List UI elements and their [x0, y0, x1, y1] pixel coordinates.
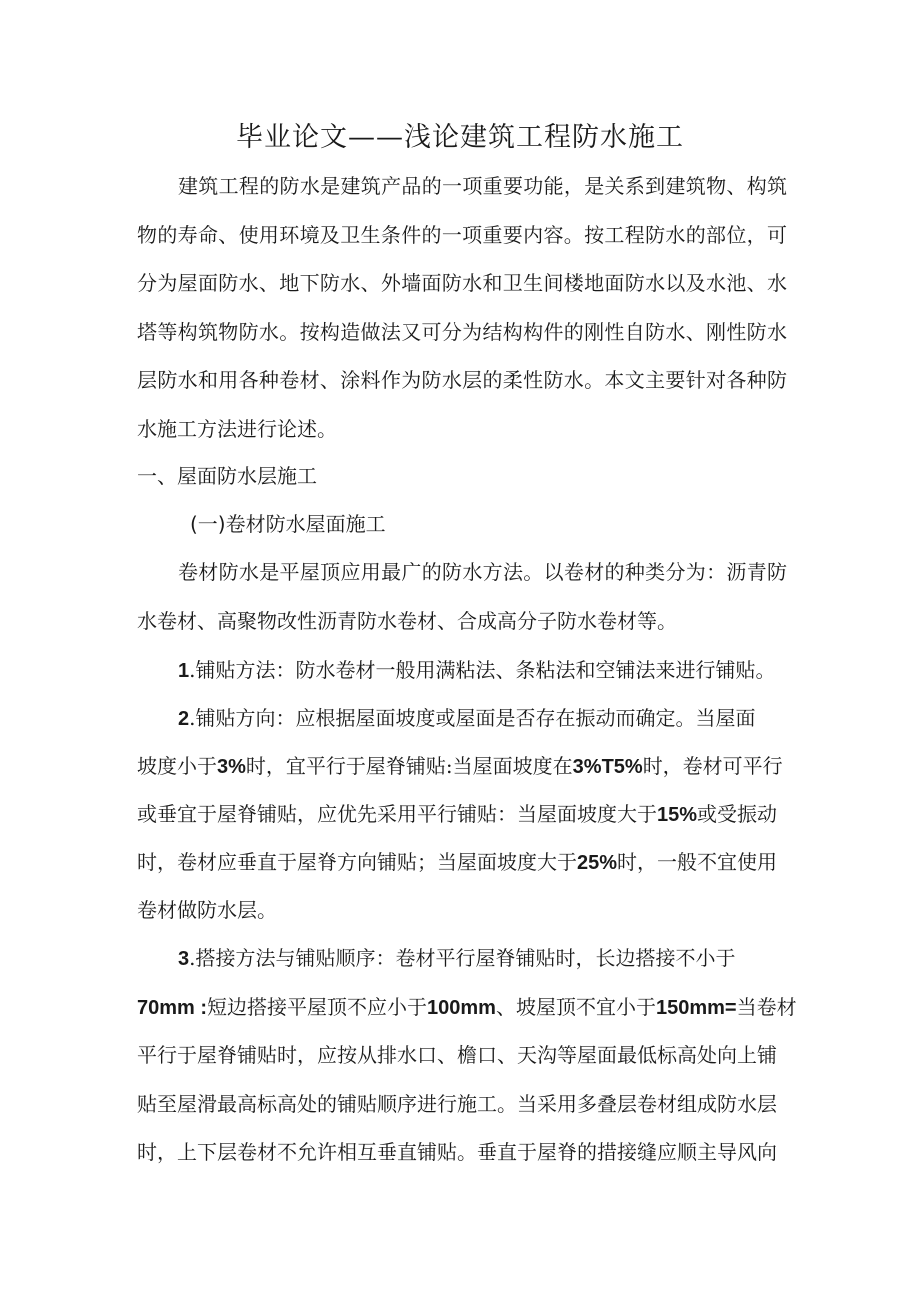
- value-run: 25%: [577, 852, 618, 874]
- item-text: .铺贴方向：应根据屋面坡度或屋面是否存在振动而确定。当屋面: [189, 706, 756, 730]
- text-line: 贴至屋滑最高标高处的铺贴顺序进行施工。当采用多叠层卷材组成防水层: [137, 1092, 777, 1116]
- value-run: 100mm: [427, 997, 496, 1019]
- text-run: 时，一般不宜使用: [617, 850, 778, 874]
- text-run: 或受振动: [697, 802, 778, 826]
- text-run: 时，宜平行于屋脊铺贴:当屋面坡度在: [245, 754, 573, 778]
- document-title: 毕业论文——浅论建筑工程防水施工: [236, 122, 684, 153]
- intro-paragraph: 建筑工程的防水是建筑产品的一项重要功能，是关系到建筑物、构筑物的寿命、使用环境及卫生条件的一项重要内容。按工程防水的部位，可分为屋面防水、地下防水、外墙面防水和卫生间楼地面防水以及水池、水塔等构筑物防水。按构造做法又可分为结构构件的刚性自防水、刚性防水层防水和用各种卷材、涂料作为防水层的柔性防水。本文主要针对各种防水施工方法进行论述。: [137, 174, 787, 441]
- text-line: [137, 983, 797, 1033]
- text-run: 坡度小于: [137, 754, 217, 778]
- text-run: 时，卷材应垂直于屋脊方向铺贴；当屋面坡度大于: [137, 850, 577, 874]
- text-line: 时，上下层卷材不允许相互垂直铺贴。垂直于屋脊的措接缝应顺主导风向: [137, 1140, 777, 1164]
- membrane-intro-paragraph: 卷材防水是平屋顶应用最广的防水方法。以卷材的种类分为：沥青防水卷材、高聚物改性沥青防水卷材、合成高分子防水卷材等。: [137, 560, 787, 633]
- text-run: 时，卷材可平行: [642, 754, 783, 778]
- subsection-heading-membrane-roof: (一)卷材防水屋面施工: [190, 512, 386, 536]
- text-line: [137, 790, 787, 840]
- item-number: 1: [178, 660, 190, 682]
- text-line: 平行于屋脊铺贴时，应按从排水口、檐口、天沟等屋面最低标高处向上铺: [137, 1043, 777, 1067]
- value-run: 3%T5%: [572, 756, 643, 778]
- text-run: 、坡屋顶不宜小于: [495, 995, 656, 1019]
- text-run: 当卷材: [736, 995, 797, 1019]
- value-run: 70mm :: [137, 997, 208, 1019]
- list-item-lap-and-sequence: [178, 934, 828, 984]
- item-number: 2: [178, 708, 190, 730]
- text-line: [137, 742, 787, 792]
- list-item-laying-direction: [178, 694, 828, 744]
- list-item-laying-method: [178, 646, 798, 696]
- value-run: 15%: [657, 804, 698, 826]
- text-run: 或垂宜于屋脊铺贴，应优先采用平行铺贴：当屋面坡度大于: [137, 802, 657, 826]
- section-heading-roof-waterproofing: 一、屋面防水层施工: [137, 464, 317, 488]
- item-number: 3: [178, 948, 190, 970]
- text-line: 卷材做防水层。: [137, 898, 277, 922]
- text-line: [137, 838, 787, 888]
- value-run: 150mm=: [655, 997, 737, 1019]
- item-text: .铺贴方法：防水卷材一般用满粘法、条粘法和空铺法来进行铺贴。: [189, 658, 776, 682]
- value-run: 3%: [217, 756, 246, 778]
- text-run: 短边搭接平屋顶不应小于: [207, 995, 428, 1019]
- item-text: .搭接方法与铺贴顺序：卷材平行屋脊铺贴时，长边搭接不小于: [189, 946, 736, 970]
